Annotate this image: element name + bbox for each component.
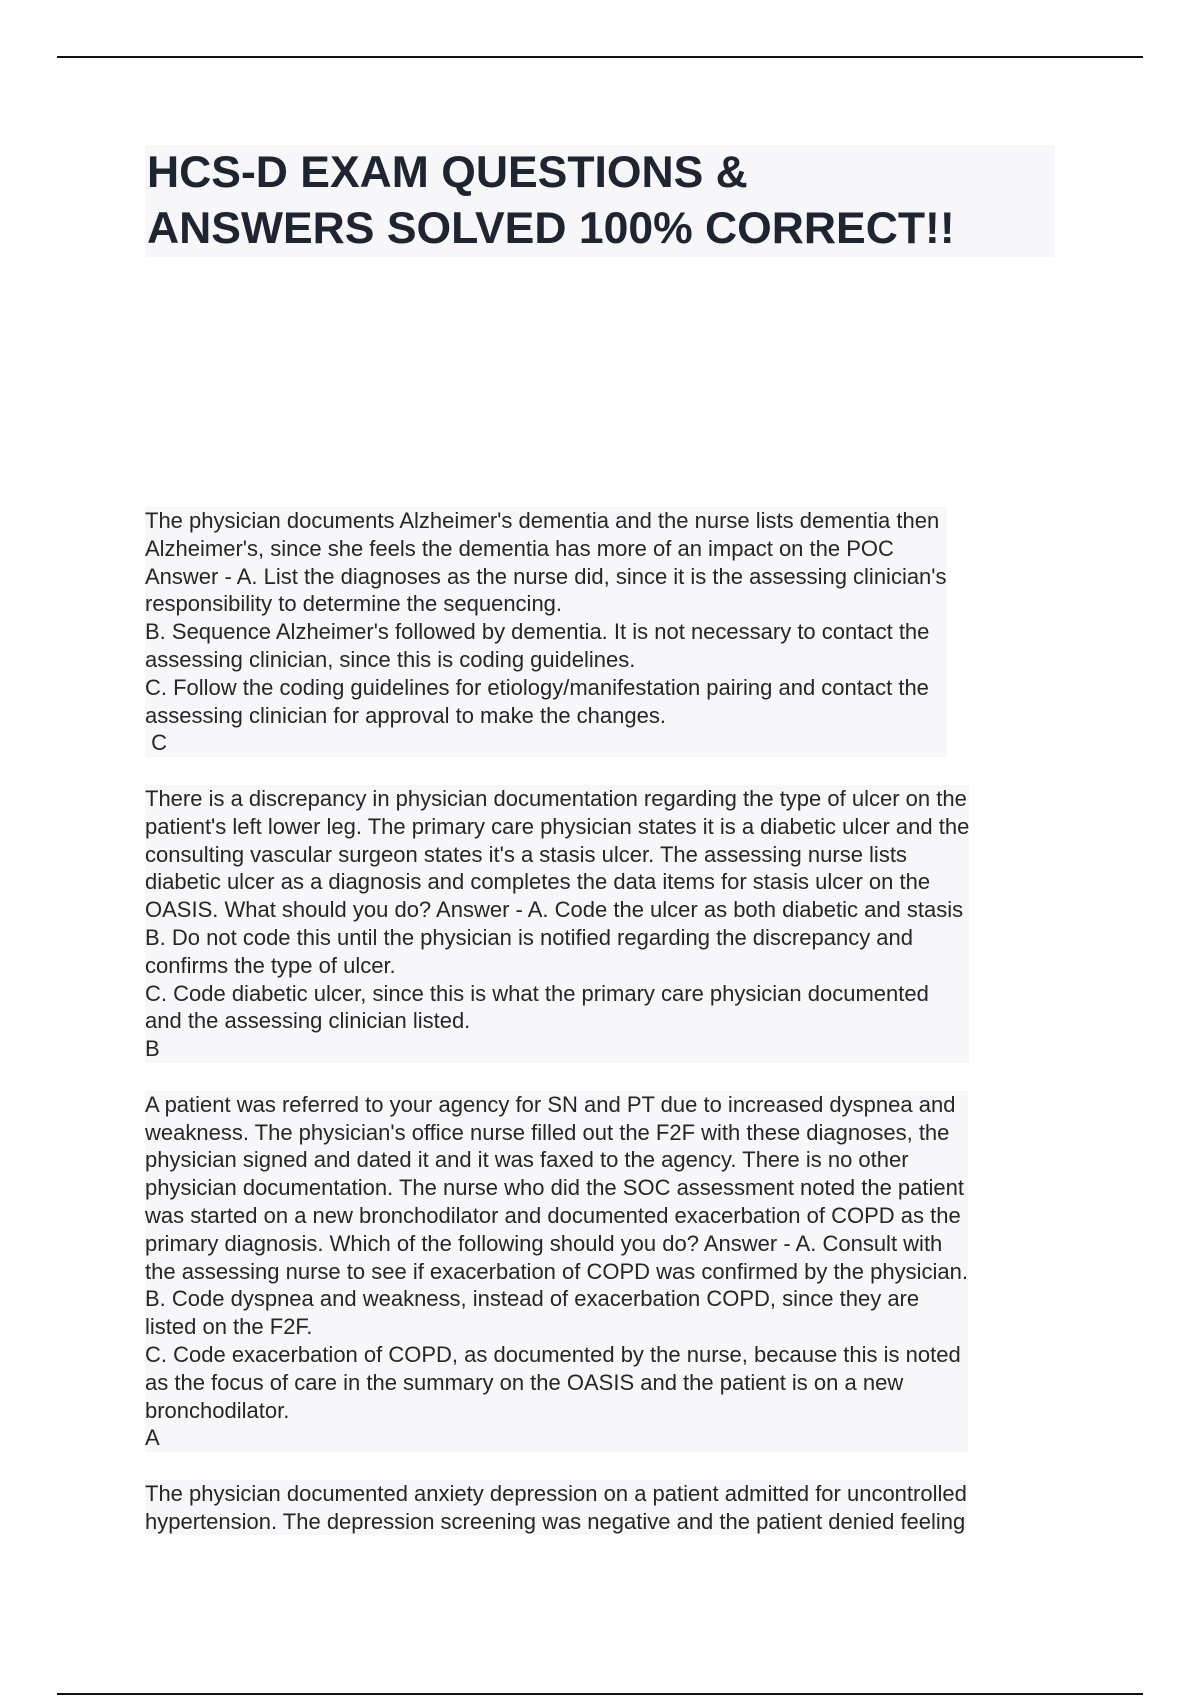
footer-rule	[57, 1693, 1143, 1695]
question-block	[145, 785, 969, 1063]
question-2-line: patient's left lower leg. The primary care physician states it is a diabetic ulcer and the	[145, 813, 970, 839]
question-block	[145, 507, 947, 757]
question-3-line: C. Code exacerbation of COPD, as documented by the nurse, because this is noted	[145, 1341, 961, 1367]
question-1-line: assessing clinician, since this is coding guidelines.	[145, 646, 636, 672]
question-3-line: physician signed and dated it and it was faxed to the agency. There is no other	[145, 1147, 909, 1173]
question-3-line: weakness. The physician's office nurse filled out the F2F with these diagnoses, the	[145, 1119, 950, 1145]
question-1-answer: C	[145, 730, 167, 756]
title-line-2: ANSWERS SOLVED 100% CORRECT!!	[147, 204, 955, 253]
question-1-line: The physician documents Alzheimer's dementia and the nurse lists dementia then	[145, 508, 940, 533]
paragraph-gap	[145, 757, 1075, 785]
question-2-line: diabetic ulcer as a diagnosis and completes the data items for stasis ulcer on the	[145, 869, 931, 895]
question-3-line: B. Code dyspnea and weakness, instead of exacerbation COPD, since they are	[145, 1286, 920, 1312]
question-1-line: Answer - A. List the diagnoses as the nurse did, since it is the assessing clinician's	[145, 563, 947, 589]
question-3-line: A patient was referred to your agency for SN and PT due to increased dyspnea and	[145, 1091, 956, 1117]
question-2-line: B. Do not code this until the physician is notified regarding the discrepancy and	[145, 924, 914, 950]
question-1-line: responsibility to determine the sequencing.	[145, 591, 563, 617]
question-3-line: physician documentation. The nurse who did the SOC assessment noted the patient	[145, 1175, 964, 1201]
question-block	[145, 1091, 968, 1452]
question-1-line: Alzheimer's, since she feels the dementia has more of an impact on the POC	[145, 535, 894, 561]
question-3-answer: A	[145, 1425, 160, 1451]
question-3-line: listed on the F2F.	[145, 1314, 313, 1340]
question-1-line: C. Follow the coding guidelines for etiology/manifestation pairing and contact the	[145, 674, 929, 700]
question-3-line: was started on a new bronchodilator and documented exacerbation of COPD as the	[145, 1202, 961, 1228]
question-1-line: B. Sequence Alzheimer's followed by dementia. It is not necessary to contact the	[145, 619, 930, 645]
question-2-line: consulting vascular surgeon states it's a stasis ulcer. The assessing nurse lists	[145, 841, 907, 867]
question-2-answer: B	[145, 1036, 160, 1062]
question-2-line: and the assessing clinician listed.	[145, 1008, 471, 1034]
question-4-line: The physician documented anxiety depression on a patient admitted for uncontrolled	[145, 1480, 967, 1506]
document-title	[145, 145, 1055, 257]
question-block	[145, 1480, 967, 1536]
paragraph-gap	[145, 1452, 1075, 1480]
question-2-line: confirms the type of ulcer.	[145, 952, 396, 978]
question-4-line: hypertension. The depression screening was negative and the patient denied feeling	[145, 1508, 966, 1534]
questions-list	[145, 507, 1075, 1535]
question-3-line: primary diagnosis. Which of the following should you do? Answer - A. Consult with	[145, 1230, 943, 1256]
question-3-line: bronchodilator.	[145, 1397, 290, 1423]
paragraph-gap	[145, 1063, 1075, 1091]
question-2-line: OASIS. What should you do? Answer - A. Code the ulcer as both diabetic and stasis	[145, 897, 964, 923]
question-3-line: the assessing nurse to see if exacerbation of COPD was confirmed by the physician.	[145, 1258, 968, 1284]
question-3-line: as the focus of care in the summary on the OASIS and the patient is on a new	[145, 1369, 904, 1395]
question-2-line: There is a discrepancy in physician documentation regarding the type of ulcer on the	[145, 785, 967, 811]
title-line-1: HCS-D EXAM QUESTIONS &	[147, 148, 748, 197]
question-1-line: assessing clinician for approval to make the changes.	[145, 702, 666, 728]
header-rule	[57, 56, 1143, 58]
question-2-line: C. Code diabetic ulcer, since this is what the primary care physician documented	[145, 980, 929, 1006]
